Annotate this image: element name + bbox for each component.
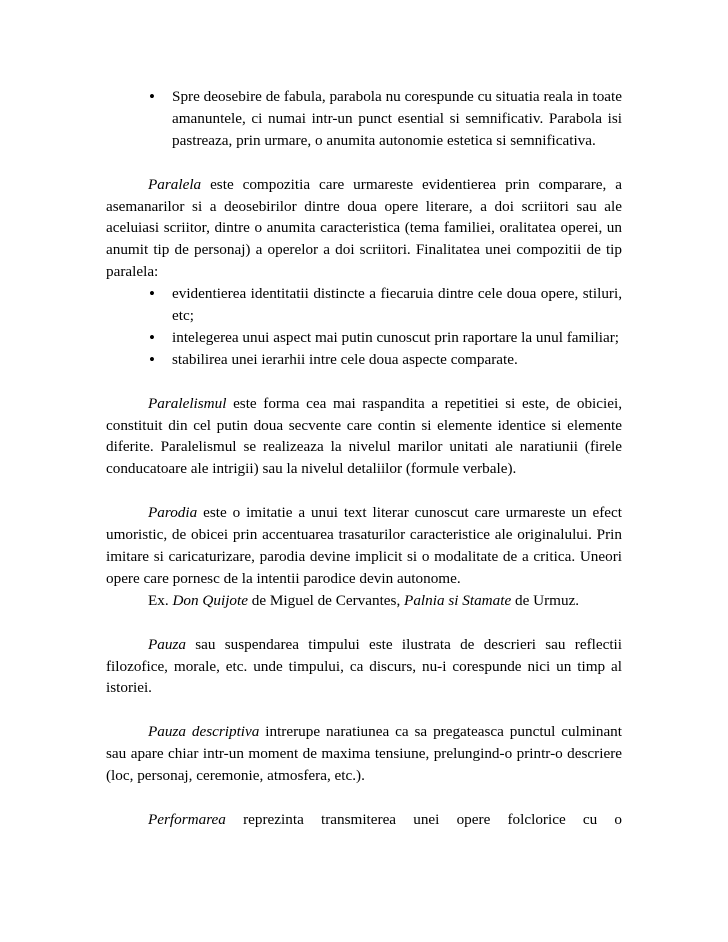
example-work-palnia: Palnia si Stamate (404, 591, 512, 609)
pauza-descriptiva-text: intrerupe naratiunea ca sa pregateasca punctul culminant sau apare chiar intr-un moment de maxima tensiune, prelungind-o printr-o descriere (loc, personaj, ceremonie, atmosfera, etc.). (106, 723, 622, 785)
term-paralelismul: Paralelismul (148, 394, 227, 412)
list-item (149, 327, 622, 349)
bullet-icon: • (149, 284, 155, 304)
example-work-don-quijote: Don Quijote (172, 591, 248, 609)
bullet-icon: • (149, 349, 155, 369)
performarea-text: reprezinta transmiterea unei opere folclorice cu o (225, 810, 622, 828)
pauza-text: sau suspendarea timpului este ilustrata de descrieri sau reflectii filozofice, morale, etc. unde timpului, ca discurs, nu-i corespunde nici un timp al istoriei. (106, 635, 622, 697)
term-parodia: Parodia (148, 504, 198, 522)
document-page (106, 86, 622, 831)
paragraph-pauza-descriptiva (106, 721, 622, 787)
term-performarea: Performarea (148, 810, 226, 828)
list-item (149, 283, 622, 327)
paralela-text: este compozitia care urmareste evidentierea prin comparare, a asemanarilor si a deosebirilor dintre doua opere literare, a doi scriitori sau ale aceluiasi scriitor, dintre o anumita caracteristica (tema familiei, oralitatea operei, un anumit tip de personaj) a operelor a doi scriitori. Finalitatea unei compozitii de tip paralela: (106, 175, 622, 281)
paralelismul-text: este forma cea mai raspandita a repetitiei si este, de obiciei, constituit din cel putin doua secvente care contin si elemente identice si elemente diferite. Paralelismul se realizeaza la nivelul marilor unitati ale naratiunii (firele conducatoare ale intrigii) sau la nivelul detaliilor (formule verbale). (106, 394, 622, 478)
example-suffix: de Urmuz. (511, 591, 580, 609)
paragraph-paralela (106, 174, 622, 284)
term-paralela: Paralela (148, 175, 202, 193)
bullet-text: stabilirea unei ierarhii intre cele doua aspecte comparate. (172, 350, 518, 368)
list-item (149, 349, 622, 371)
paragraph-performarea (106, 809, 622, 831)
bullet-icon: • (149, 87, 155, 106)
list-item (149, 86, 622, 152)
paragraph-paralelismul (106, 393, 622, 481)
paralela-bullet-list (106, 283, 622, 371)
example-prefix: Ex. (148, 591, 173, 609)
parabola-bullet-list (106, 86, 622, 152)
bullet-text: Spre deosebire de fabula, parabola nu corespunde cu situatia reala in toate amanuntele, ci numai intr-un punct esential si semnificativ. Parabola isi pastreaza, prin urmare, o anumita autonomie estetica si semnificativa. (172, 88, 622, 149)
term-pauza-descriptiva: Pauza descriptiva (148, 723, 260, 741)
bullet-text: intelegerea unui aspect mai putin cunoscut prin raportare la unul familiar; (172, 328, 620, 346)
paragraph-parodia-example (106, 590, 622, 612)
parodia-text: este o imitatie a unui text literar cunoscut care urmareste un efect umoristic, de obicei prin accentuarea trasaturilor caracteristice ale originalului. Prin imitare si caricaturizare, parodia devine implicit si o modalitate de a critica. Uneori opere care pornesc de la intentii parodice devin autonome. (106, 504, 622, 587)
bullet-text: evidentierea identitatii distincte a fiecaruia dintre cele doua opere, stiluri, etc; (172, 285, 622, 325)
paragraph-pauza (106, 634, 622, 700)
example-middle: de Miguel de Cervantes, (247, 591, 405, 609)
paragraph-parodia (106, 502, 622, 590)
bullet-icon: • (149, 327, 155, 347)
term-pauza: Pauza (148, 635, 186, 653)
